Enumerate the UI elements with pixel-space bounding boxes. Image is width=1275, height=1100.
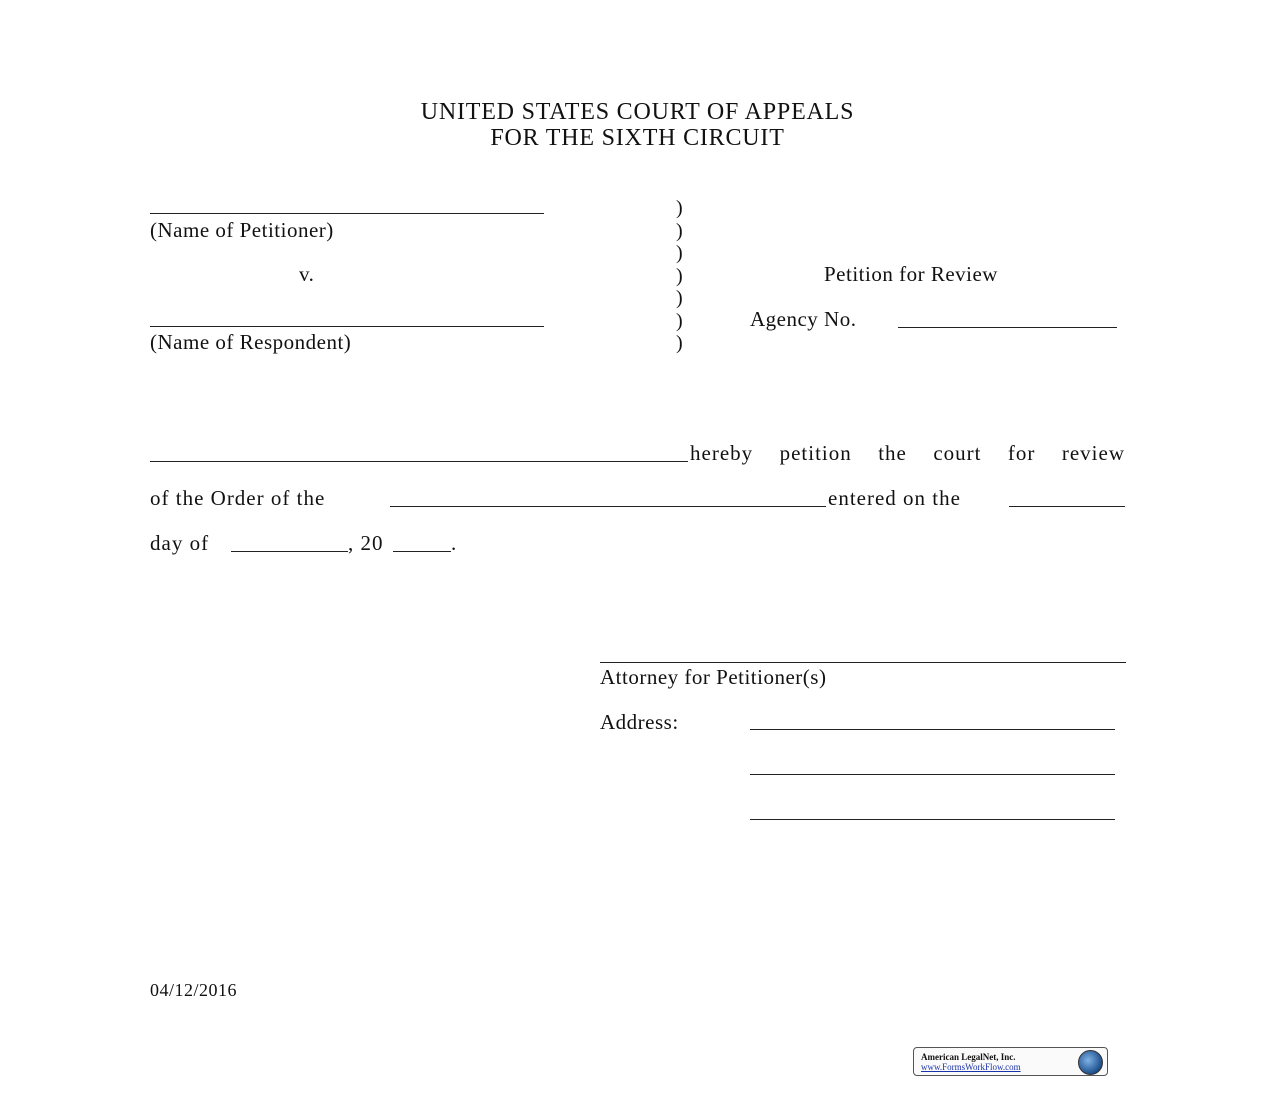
agency-no-label: Agency No. bbox=[750, 307, 857, 331]
address-field-2[interactable] bbox=[750, 774, 1115, 775]
address-field-1[interactable] bbox=[750, 729, 1115, 730]
caption-paren: ) bbox=[676, 219, 683, 242]
entered-day-field[interactable] bbox=[1009, 506, 1125, 507]
petitioner-body-field[interactable] bbox=[150, 461, 688, 462]
address-label: Address: bbox=[600, 710, 679, 734]
agency-no-field[interactable] bbox=[898, 327, 1117, 328]
attorney-signature-field[interactable] bbox=[600, 662, 1126, 663]
logo-website-link[interactable]: www.FormsWorkFlow.com bbox=[921, 1062, 1021, 1072]
caption-paren: ) bbox=[676, 197, 683, 219]
petitioner-label: (Name of Petitioner) bbox=[150, 218, 334, 242]
court-title-line1: UNITED STATES COURT OF APPEALS bbox=[420, 99, 855, 125]
petitioner-name-field[interactable] bbox=[150, 213, 544, 214]
versus-label: v. bbox=[299, 262, 315, 286]
form-date: 04/12/2016 bbox=[150, 980, 238, 1000]
respondent-name-field[interactable] bbox=[150, 326, 544, 327]
petition-text-line1: hereby petition the court for review bbox=[690, 441, 1125, 465]
address-field-3[interactable] bbox=[750, 819, 1115, 820]
caption-paren: ) bbox=[676, 264, 683, 287]
attorney-label: Attorney for Petitioner(s) bbox=[600, 665, 827, 689]
petition-text-line3-prefix: day of bbox=[150, 531, 210, 555]
caption-paren: ) bbox=[676, 309, 683, 332]
petition-text-line3-suffix: . bbox=[451, 531, 457, 555]
petition-text-line2-middle: entered on the bbox=[828, 486, 961, 510]
caption-paren: ) bbox=[676, 332, 683, 354]
respondent-label: (Name of Respondent) bbox=[150, 330, 352, 354]
entered-month-field[interactable] bbox=[231, 551, 348, 552]
globe-icon bbox=[1078, 1050, 1103, 1075]
petition-text-line2-prefix: of the Order of the bbox=[150, 486, 326, 510]
caption-divider bbox=[676, 197, 683, 355]
american-legalnet-logo[interactable] bbox=[913, 1047, 1108, 1076]
entered-year-field[interactable] bbox=[393, 551, 451, 552]
caption-paren: ) bbox=[676, 242, 683, 264]
document-title: Petition for Review bbox=[824, 262, 998, 286]
logo-company-name: American LegalNet, Inc. bbox=[921, 1052, 1016, 1062]
court-title-line2: FOR THE SIXTH CIRCUIT bbox=[490, 125, 785, 151]
petition-text-line3-middle: , 20 bbox=[348, 531, 384, 555]
caption-paren: ) bbox=[676, 287, 683, 309]
agency-name-field[interactable] bbox=[390, 506, 826, 507]
